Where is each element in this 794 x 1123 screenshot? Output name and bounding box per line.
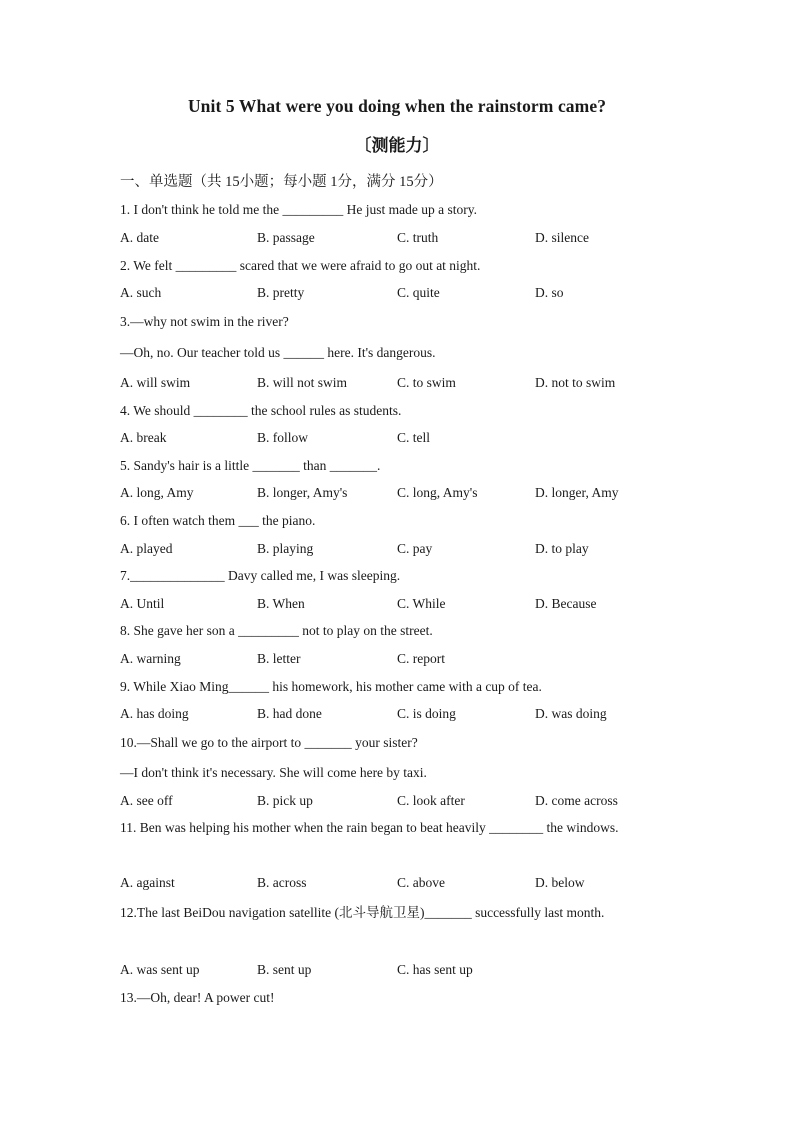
option-a[interactable]: A. see off [120,793,173,808]
question-6: 6. I often watch them ___ the piano. [120,513,316,528]
option-c[interactable]: C. is doing [397,706,456,721]
option-a[interactable]: A. played [120,541,173,556]
page-subtitle: 〔测能力〕 [354,136,440,155]
question-8: 8. She gave her son a _________ not to play on the street. [120,623,433,638]
option-c[interactable]: C. above [397,875,445,890]
option-c[interactable]: C. long, Amy's [397,485,478,500]
option-b[interactable]: B. had done [257,706,322,721]
option-b[interactable]: B. playing [257,541,314,556]
option-b[interactable]: B. pretty [257,285,305,300]
option-d[interactable]: D. below [535,875,585,890]
option-a[interactable]: A. against [120,875,175,890]
option-c[interactable]: C. look after [397,793,465,808]
page-title: Unit 5 What were you doing when the rainstorm came? [187,96,607,116]
option-c[interactable]: C. to swim [397,375,456,390]
option-b[interactable]: B. across [257,875,307,890]
option-a[interactable]: A. will swim [120,375,191,390]
option-b[interactable]: B. letter [257,651,301,666]
option-b[interactable]: B. will not swim [257,375,348,390]
question-10: 10.—Shall we go to the airport to _______ your sister? [120,735,418,750]
option-b[interactable]: B. longer, Amy's [257,485,348,500]
option-c[interactable]: C. While [397,596,446,611]
question-11: 11. Ben was helping his mother when the rain began to beat heavily ________ the windows. [120,820,619,835]
section-heading: 一、单选题（共 15小题；每小题 1分，满分 15分） [120,174,443,190]
question-12: 12.The last BeiDou navigation satellite (北斗导航卫星)_______ successfully last month. [120,905,605,920]
option-d[interactable]: D. Because [535,596,597,611]
option-a[interactable]: A. break [120,430,167,445]
question-10-line-2: —I don't think it's necessary. She will come here by taxi. [120,765,427,780]
option-a[interactable]: A. date [120,230,159,245]
option-c[interactable]: C. has sent up [397,962,473,977]
question-2: 2. We felt _________ scared that we were afraid to go out at night. [120,258,481,273]
option-b[interactable]: B. pick up [257,793,313,808]
option-c[interactable]: C. quite [397,285,440,300]
option-c[interactable]: C. tell [397,430,430,445]
option-d[interactable]: D. longer, Amy [535,485,619,500]
option-a[interactable]: A. long, Amy [120,485,194,500]
option-a[interactable]: A. warning [120,651,181,666]
option-a[interactable]: A. such [120,285,162,300]
option-b[interactable]: B. When [257,596,305,611]
question-3-line-2: —Oh, no. Our teacher told us ______ here. It's dangerous. [120,345,436,360]
option-d[interactable]: D. come across [535,793,618,808]
option-d[interactable]: D. silence [535,230,589,245]
option-d[interactable]: D. to play [535,541,589,556]
option-b[interactable]: B. follow [257,430,309,445]
question-9: 9. While Xiao Ming______ his homework, his mother came with a cup of tea. [120,679,542,694]
question-13: 13.—Oh, dear! A power cut! [120,990,275,1005]
option-c[interactable]: C. report [397,651,445,666]
question-3: 3.—why not swim in the river? [120,314,289,329]
option-b[interactable]: B. sent up [257,962,312,977]
question-5: 5. Sandy's hair is a little _______ than _______. [120,458,381,473]
option-c[interactable]: C. pay [397,541,433,556]
question-1: 1. I don't think he told me the _________ He just made up a story. [120,202,478,217]
option-a[interactable]: A. Until [120,596,165,611]
question-4: 4. We should ________ the school rules as students. [120,403,402,418]
question-7: 7.______________ Davy called me, I was sleeping. [120,568,401,583]
option-d[interactable]: D. not to swim [535,375,616,390]
option-c[interactable]: C. truth [397,230,439,245]
option-d[interactable]: D. so [535,285,564,300]
option-b[interactable]: B. passage [257,230,315,245]
option-a[interactable]: A. was sent up [120,962,200,977]
option-a[interactable]: A. has doing [120,706,189,721]
option-d[interactable]: D. was doing [535,706,607,721]
